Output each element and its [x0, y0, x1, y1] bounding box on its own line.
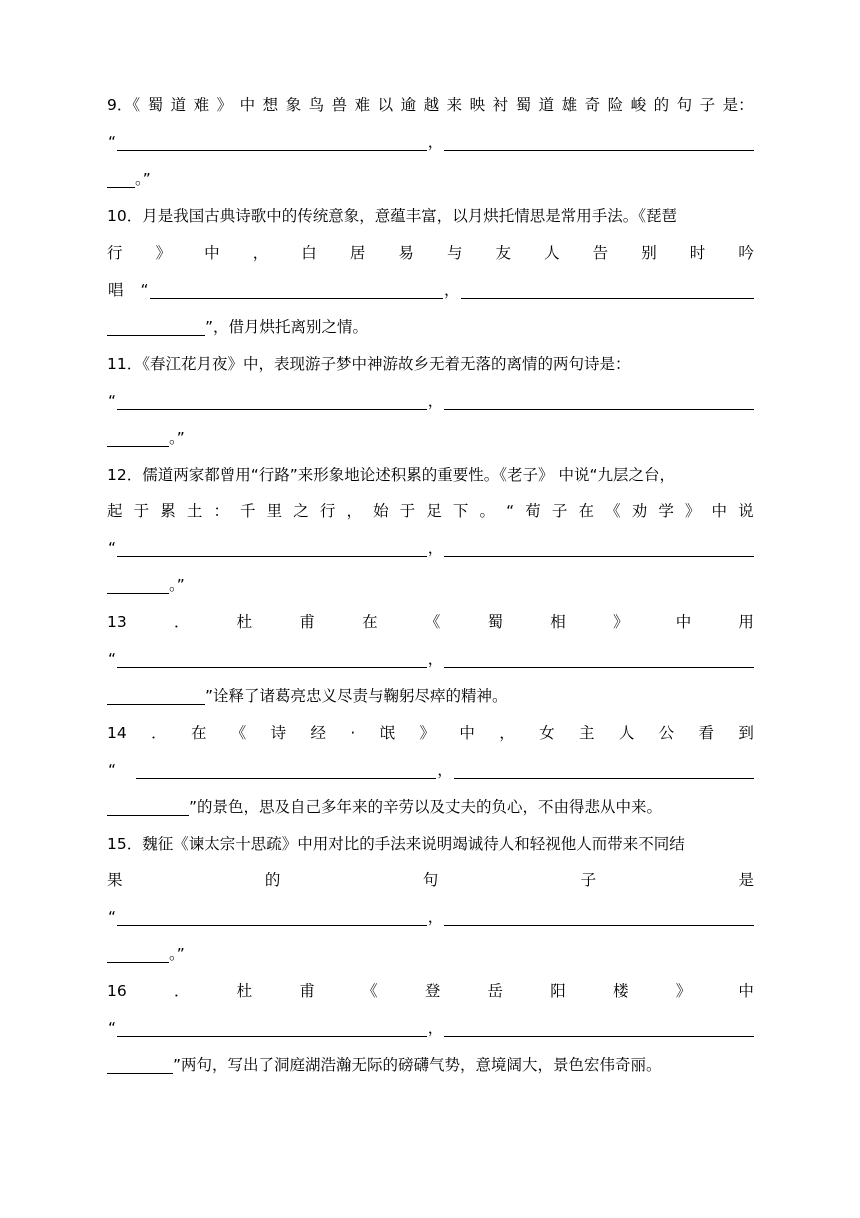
- justified-char: 句: [422, 871, 439, 889]
- justified-char: 千: [240, 502, 256, 520]
- q15-prompt-line-1: 15．魏征《谏太宗十思疏》中用对比的手法来说明竭诚待人和轻视他人而带来不同结: [107, 835, 685, 853]
- justified-char: 来: [446, 96, 463, 114]
- answer-blank[interactable]: [107, 576, 169, 594]
- justified-char: 蜀: [147, 96, 164, 114]
- answer-blank[interactable]: [117, 391, 427, 410]
- justified-char: 足: [426, 502, 442, 520]
- justified-char: 友: [495, 244, 512, 262]
- justified-char: 。: [479, 502, 496, 520]
- answer-blank[interactable]: [117, 907, 427, 926]
- justified-char: 兽: [331, 96, 348, 114]
- open-quote: “: [108, 133, 117, 151]
- justified-char: 楼: [612, 982, 629, 1000]
- q13-prompt: [107, 609, 754, 635]
- q10-prompt-line-1: 10．月是我国古典诗歌中的传统意象，意蕴丰富，以月烘托情思是常用手法。《琵琶: [107, 207, 677, 225]
- q9-answer-line-2: [107, 166, 754, 192]
- justified-char: 蜀: [515, 96, 532, 114]
- justified-char: 映: [469, 96, 486, 114]
- comma: ，: [437, 761, 453, 779]
- justified-char: 于: [399, 502, 416, 520]
- justified-char: 》: [675, 982, 692, 1000]
- answer-blank[interactable]: [107, 170, 135, 188]
- justified-char: 在: [362, 613, 378, 631]
- q10-answer-line-2: [107, 314, 754, 340]
- justified-char: ，: [346, 502, 362, 520]
- justified-char: 学: [658, 502, 674, 520]
- justified-char: 行: [107, 244, 123, 262]
- justified-char: 中: [204, 244, 220, 262]
- comma: ，: [427, 539, 444, 557]
- comma: ，: [444, 281, 460, 299]
- justified-char: 行: [319, 502, 336, 520]
- q14-tail: ”的景色，思及自己多年来的辛劳以及丈夫的负心，不由得悲从中来。: [189, 798, 663, 816]
- justified-char: 雄: [561, 96, 578, 114]
- justified-char: 14: [107, 724, 127, 742]
- justified-char: 》: [419, 724, 436, 742]
- justified-char: 《: [362, 982, 378, 1000]
- q10-tail: ”，借月烘托离别之情。: [205, 318, 369, 336]
- justified-char: 中: [738, 982, 754, 1000]
- answer-blank[interactable]: [461, 280, 754, 299]
- justified-char: 告: [592, 244, 609, 262]
- justified-char: ．: [173, 982, 190, 1000]
- answer-blank[interactable]: [107, 945, 169, 963]
- justified-char: 累: [160, 502, 176, 520]
- q12-answer-line-2: [107, 572, 754, 598]
- q9-prompt: [107, 92, 754, 118]
- q10-answer-line-1: [107, 277, 754, 303]
- justified-char: 易: [398, 244, 414, 262]
- answer-blank[interactable]: [136, 760, 436, 779]
- comma: ，: [427, 133, 444, 151]
- justified-char: 》: [216, 96, 233, 114]
- justified-char: 衬: [492, 96, 509, 114]
- justified-char: 吟: [738, 244, 754, 262]
- open-quote: “: [140, 281, 149, 299]
- q13-answer-line-2: [107, 683, 754, 709]
- answer-blank[interactable]: [107, 1056, 173, 1074]
- comma: ，: [427, 1019, 444, 1037]
- justified-char: 险: [607, 96, 624, 114]
- justified-char: 始: [373, 502, 389, 520]
- open-quote: “: [108, 650, 117, 668]
- open-quote: “: [108, 539, 117, 557]
- justified-char: 主: [578, 724, 595, 742]
- justified-char: ．: [173, 613, 190, 631]
- justified-char: 说: [738, 502, 754, 520]
- justified-char: 难: [354, 96, 371, 114]
- justified-char: 白: [301, 244, 317, 262]
- justified-char: 甫: [299, 613, 315, 631]
- justified-char: 杜: [236, 613, 253, 631]
- justified-char: 》: [612, 613, 629, 631]
- justified-char: 劝: [631, 502, 648, 520]
- q13-tail: ”诠释了诸葛亮忠义尽责与鞠躬尽瘁的精神。: [205, 687, 508, 705]
- justified-char: 人: [544, 244, 560, 262]
- justified-char: 9．《: [107, 96, 141, 114]
- justified-char: 下: [452, 502, 469, 520]
- answer-blank[interactable]: [117, 649, 427, 668]
- justified-char: “: [506, 502, 515, 520]
- justified-char: 居: [349, 244, 366, 262]
- justified-char: 时: [689, 244, 706, 262]
- justified-char: 《: [230, 724, 247, 742]
- justified-char: 甫: [299, 982, 315, 1000]
- justified-char: 诗: [270, 724, 287, 742]
- close-quote: 。”: [169, 576, 185, 594]
- close-quote: 。”: [169, 429, 185, 447]
- justified-char: 《: [424, 613, 441, 631]
- answer-blank[interactable]: [117, 132, 427, 151]
- justified-char: 阳: [550, 982, 566, 1000]
- justified-char: 子: [699, 96, 716, 114]
- q10-prompt-line-2: [107, 240, 754, 266]
- justified-char: 氓: [379, 724, 396, 742]
- justified-char: 象: [285, 96, 302, 114]
- justified-char: 相: [550, 613, 566, 631]
- justified-char: 奇: [584, 96, 601, 114]
- justified-char: 道: [170, 96, 187, 114]
- answer-blank[interactable]: [444, 907, 754, 926]
- answer-blank[interactable]: [444, 391, 754, 410]
- q14-answer-line-2: [107, 794, 754, 820]
- justified-char: ．: [151, 724, 167, 742]
- justified-char: 与: [446, 244, 463, 262]
- justified-char: 之: [293, 502, 309, 520]
- justified-char: 中: [675, 613, 692, 631]
- justified-char: 公: [658, 724, 675, 742]
- justified-char: ·: [350, 724, 356, 742]
- q13-answer-line-1: [107, 646, 754, 672]
- open-quote: “: [108, 761, 117, 779]
- justified-char: 逾: [400, 96, 417, 114]
- justified-char: 中: [711, 502, 728, 520]
- q12-prompt-line-2: [107, 498, 754, 524]
- justified-char: 在: [578, 502, 594, 520]
- justified-char: 土: [186, 502, 203, 520]
- justified-char: 想: [262, 96, 279, 114]
- justified-char: 》: [684, 502, 701, 520]
- justified-char: 里: [266, 502, 283, 520]
- comma: ，: [427, 908, 444, 926]
- justified-char: 女: [539, 724, 555, 742]
- open-quote: “: [108, 1019, 117, 1037]
- justified-char: 果: [107, 871, 123, 889]
- q12-prompt-line-1: 12．儒道两家都曾用“行路”来形象地论述积累的重要性。《老子》 中说“九层之台，: [107, 466, 675, 484]
- justified-char: 起: [107, 502, 123, 520]
- close-quote: 。”: [135, 170, 151, 188]
- q9-answer-line-1: [107, 129, 754, 155]
- justified-char: 句: [676, 96, 693, 114]
- justified-char: 中: [239, 96, 256, 114]
- justified-char: 是：: [722, 96, 754, 114]
- answer-blank[interactable]: [117, 538, 427, 557]
- answer-blank[interactable]: [444, 1018, 754, 1037]
- justified-char: 经: [310, 724, 327, 742]
- q11-answer-line-2: [107, 425, 754, 451]
- justified-char: 岳: [487, 982, 504, 1000]
- justified-char: 人: [618, 724, 635, 742]
- answer-blank[interactable]: [107, 798, 189, 816]
- justified-char: 难: [193, 96, 210, 114]
- open-quote: “: [108, 392, 117, 410]
- justified-char: 别: [641, 244, 657, 262]
- justified-char: 鸟: [308, 96, 325, 114]
- justified-char: ：: [213, 502, 229, 520]
- q10-prefix: 唱: [108, 281, 124, 299]
- justified-char: 蜀: [487, 613, 504, 631]
- justified-char: 13: [107, 613, 127, 631]
- answer-blank[interactable]: [150, 280, 443, 299]
- justified-char: ，: [499, 724, 515, 742]
- justified-char: 荀: [525, 502, 541, 520]
- justified-char: 中: [459, 724, 475, 742]
- justified-char: 》: [155, 244, 172, 262]
- justified-char: 登: [424, 982, 441, 1000]
- close-quote: 。”: [169, 945, 185, 963]
- q16-answer-line-1: [107, 1015, 754, 1041]
- answer-blank[interactable]: [444, 132, 754, 151]
- justified-char: 峻: [630, 96, 647, 114]
- justified-char: 以: [377, 96, 394, 114]
- answer-blank[interactable]: [444, 538, 754, 557]
- answer-blank[interactable]: [444, 649, 754, 668]
- justified-char: 子: [551, 502, 568, 520]
- justified-char: 于: [133, 502, 150, 520]
- justified-char: 越: [423, 96, 440, 114]
- justified-char: 用: [738, 613, 754, 631]
- q14-prompt: [107, 720, 754, 746]
- justified-char: 道: [538, 96, 555, 114]
- answer-blank[interactable]: [107, 318, 205, 336]
- justified-char: 杜: [236, 982, 253, 1000]
- justified-char: 在: [190, 724, 207, 742]
- q15-answer-line-2: [107, 941, 754, 967]
- q14-answer-line-1: [107, 757, 754, 783]
- justified-char: 子: [580, 871, 597, 889]
- q11-prompt: 11．《春江花月夜》中，表现游子梦中神游故乡无着无落的离情的两句诗是：: [107, 355, 631, 373]
- justified-char: ，: [252, 244, 269, 262]
- q15-prompt-line-2: [107, 867, 754, 893]
- comma: ，: [427, 650, 444, 668]
- justified-char: 看: [698, 724, 715, 742]
- comma: ，: [427, 392, 444, 410]
- justified-char: 到: [738, 724, 754, 742]
- justified-char: 《: [605, 502, 621, 520]
- justified-char: 是: [738, 871, 754, 889]
- q16-answer-line-2: [107, 1052, 754, 1078]
- justified-char: 的: [264, 871, 281, 889]
- answer-blank[interactable]: [454, 760, 754, 779]
- q12-answer-line-1: [107, 535, 754, 561]
- answer-blank[interactable]: [107, 429, 169, 447]
- justified-char: 16: [107, 982, 127, 1000]
- answer-blank[interactable]: [107, 687, 205, 705]
- q15-answer-line-1: [107, 904, 754, 930]
- justified-char: 的: [653, 96, 670, 114]
- open-quote: “: [108, 908, 117, 926]
- answer-blank[interactable]: [117, 1018, 427, 1037]
- q16-tail: ”两句，写出了洞庭湖浩瀚无际的磅礴气势，意境阔大，景色宏伟奇丽。: [173, 1056, 662, 1074]
- q16-prompt: [107, 978, 754, 1004]
- q11-answer-line-1: [107, 388, 754, 414]
